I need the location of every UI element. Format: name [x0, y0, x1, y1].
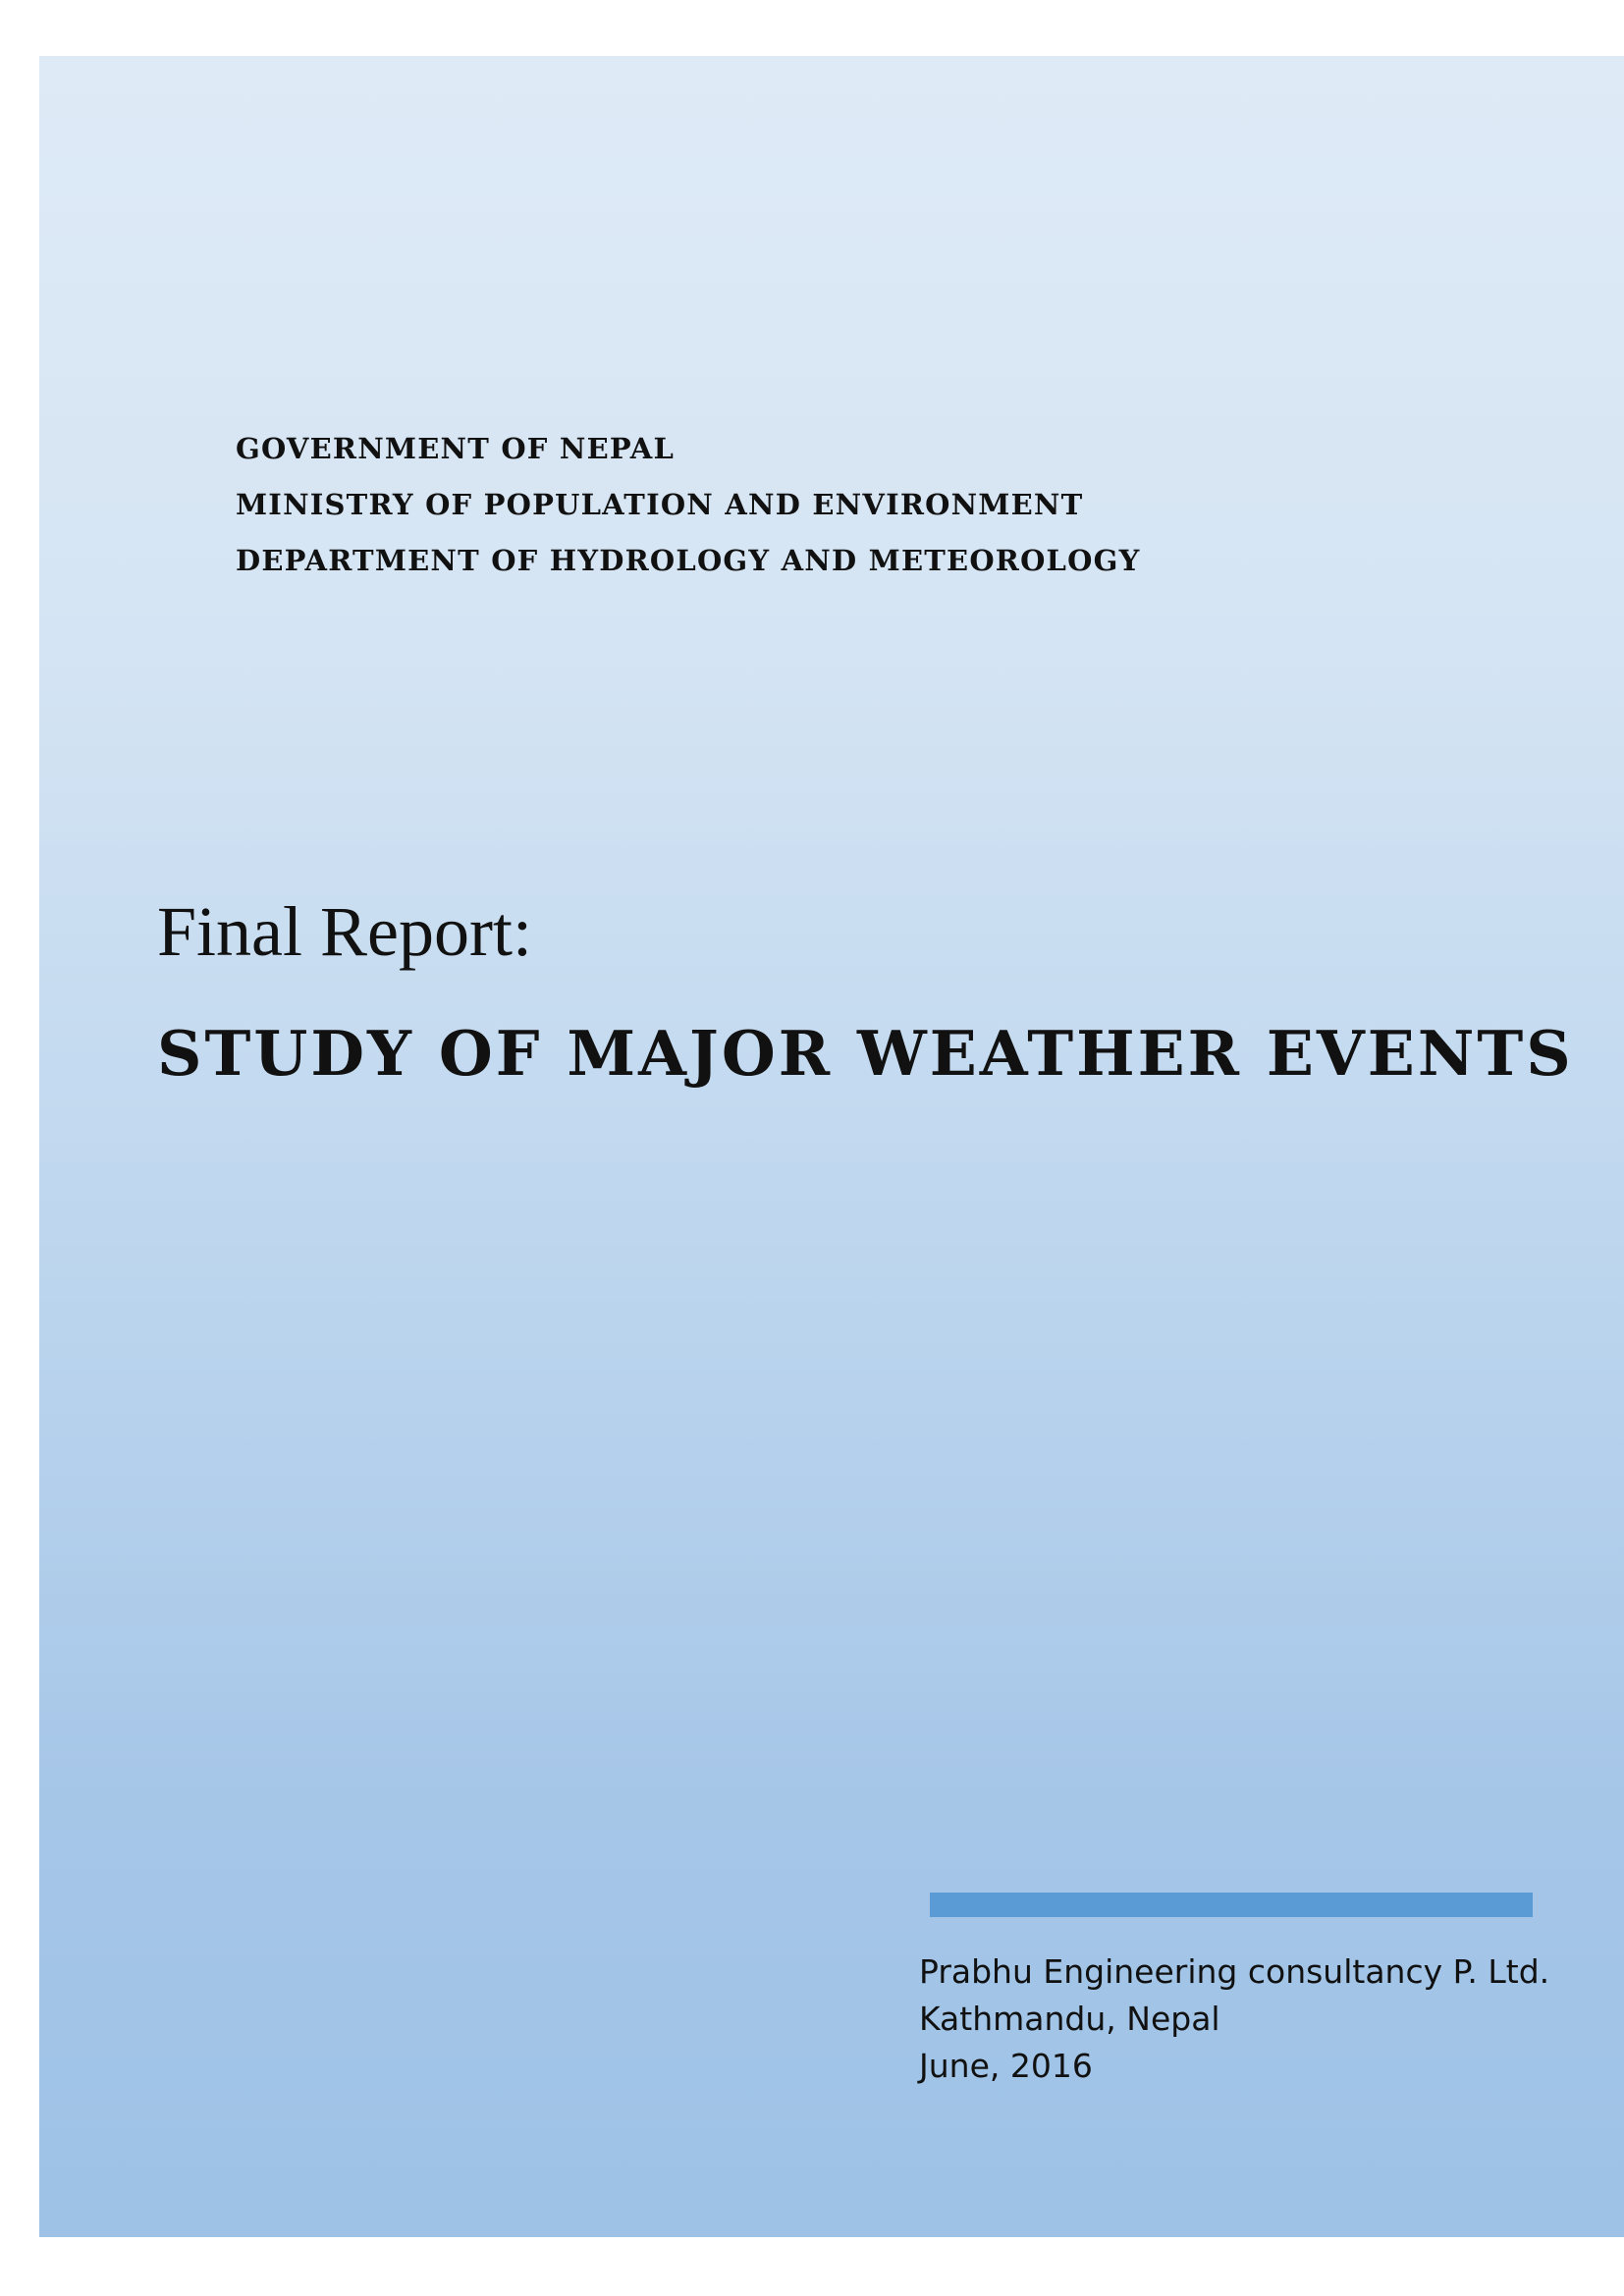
publication-date: June, 2016 — [919, 2047, 1093, 2085]
report-title: STUDY OF MAJOR WEATHER EVENTS — [157, 1017, 1574, 1090]
report-kicker: Final Report: — [157, 892, 532, 971]
government-line: GOVERNMENT OF NEPAL — [236, 432, 676, 465]
ministry-line: MINISTRY OF POPULATION AND ENVIRONMENT — [236, 488, 1084, 521]
agency-header — [236, 421, 1140, 589]
publisher-location: Kathmandu, Nepal — [919, 2000, 1220, 2038]
accent-rule — [930, 1893, 1533, 1917]
publisher-name: Prabhu Engineering consultancy P. Ltd. — [919, 1952, 1550, 1991]
department-line: DEPARTMENT OF HYDROLOGY AND METEOROLOGY — [236, 544, 1141, 577]
publisher-block — [919, 1949, 1549, 2090]
